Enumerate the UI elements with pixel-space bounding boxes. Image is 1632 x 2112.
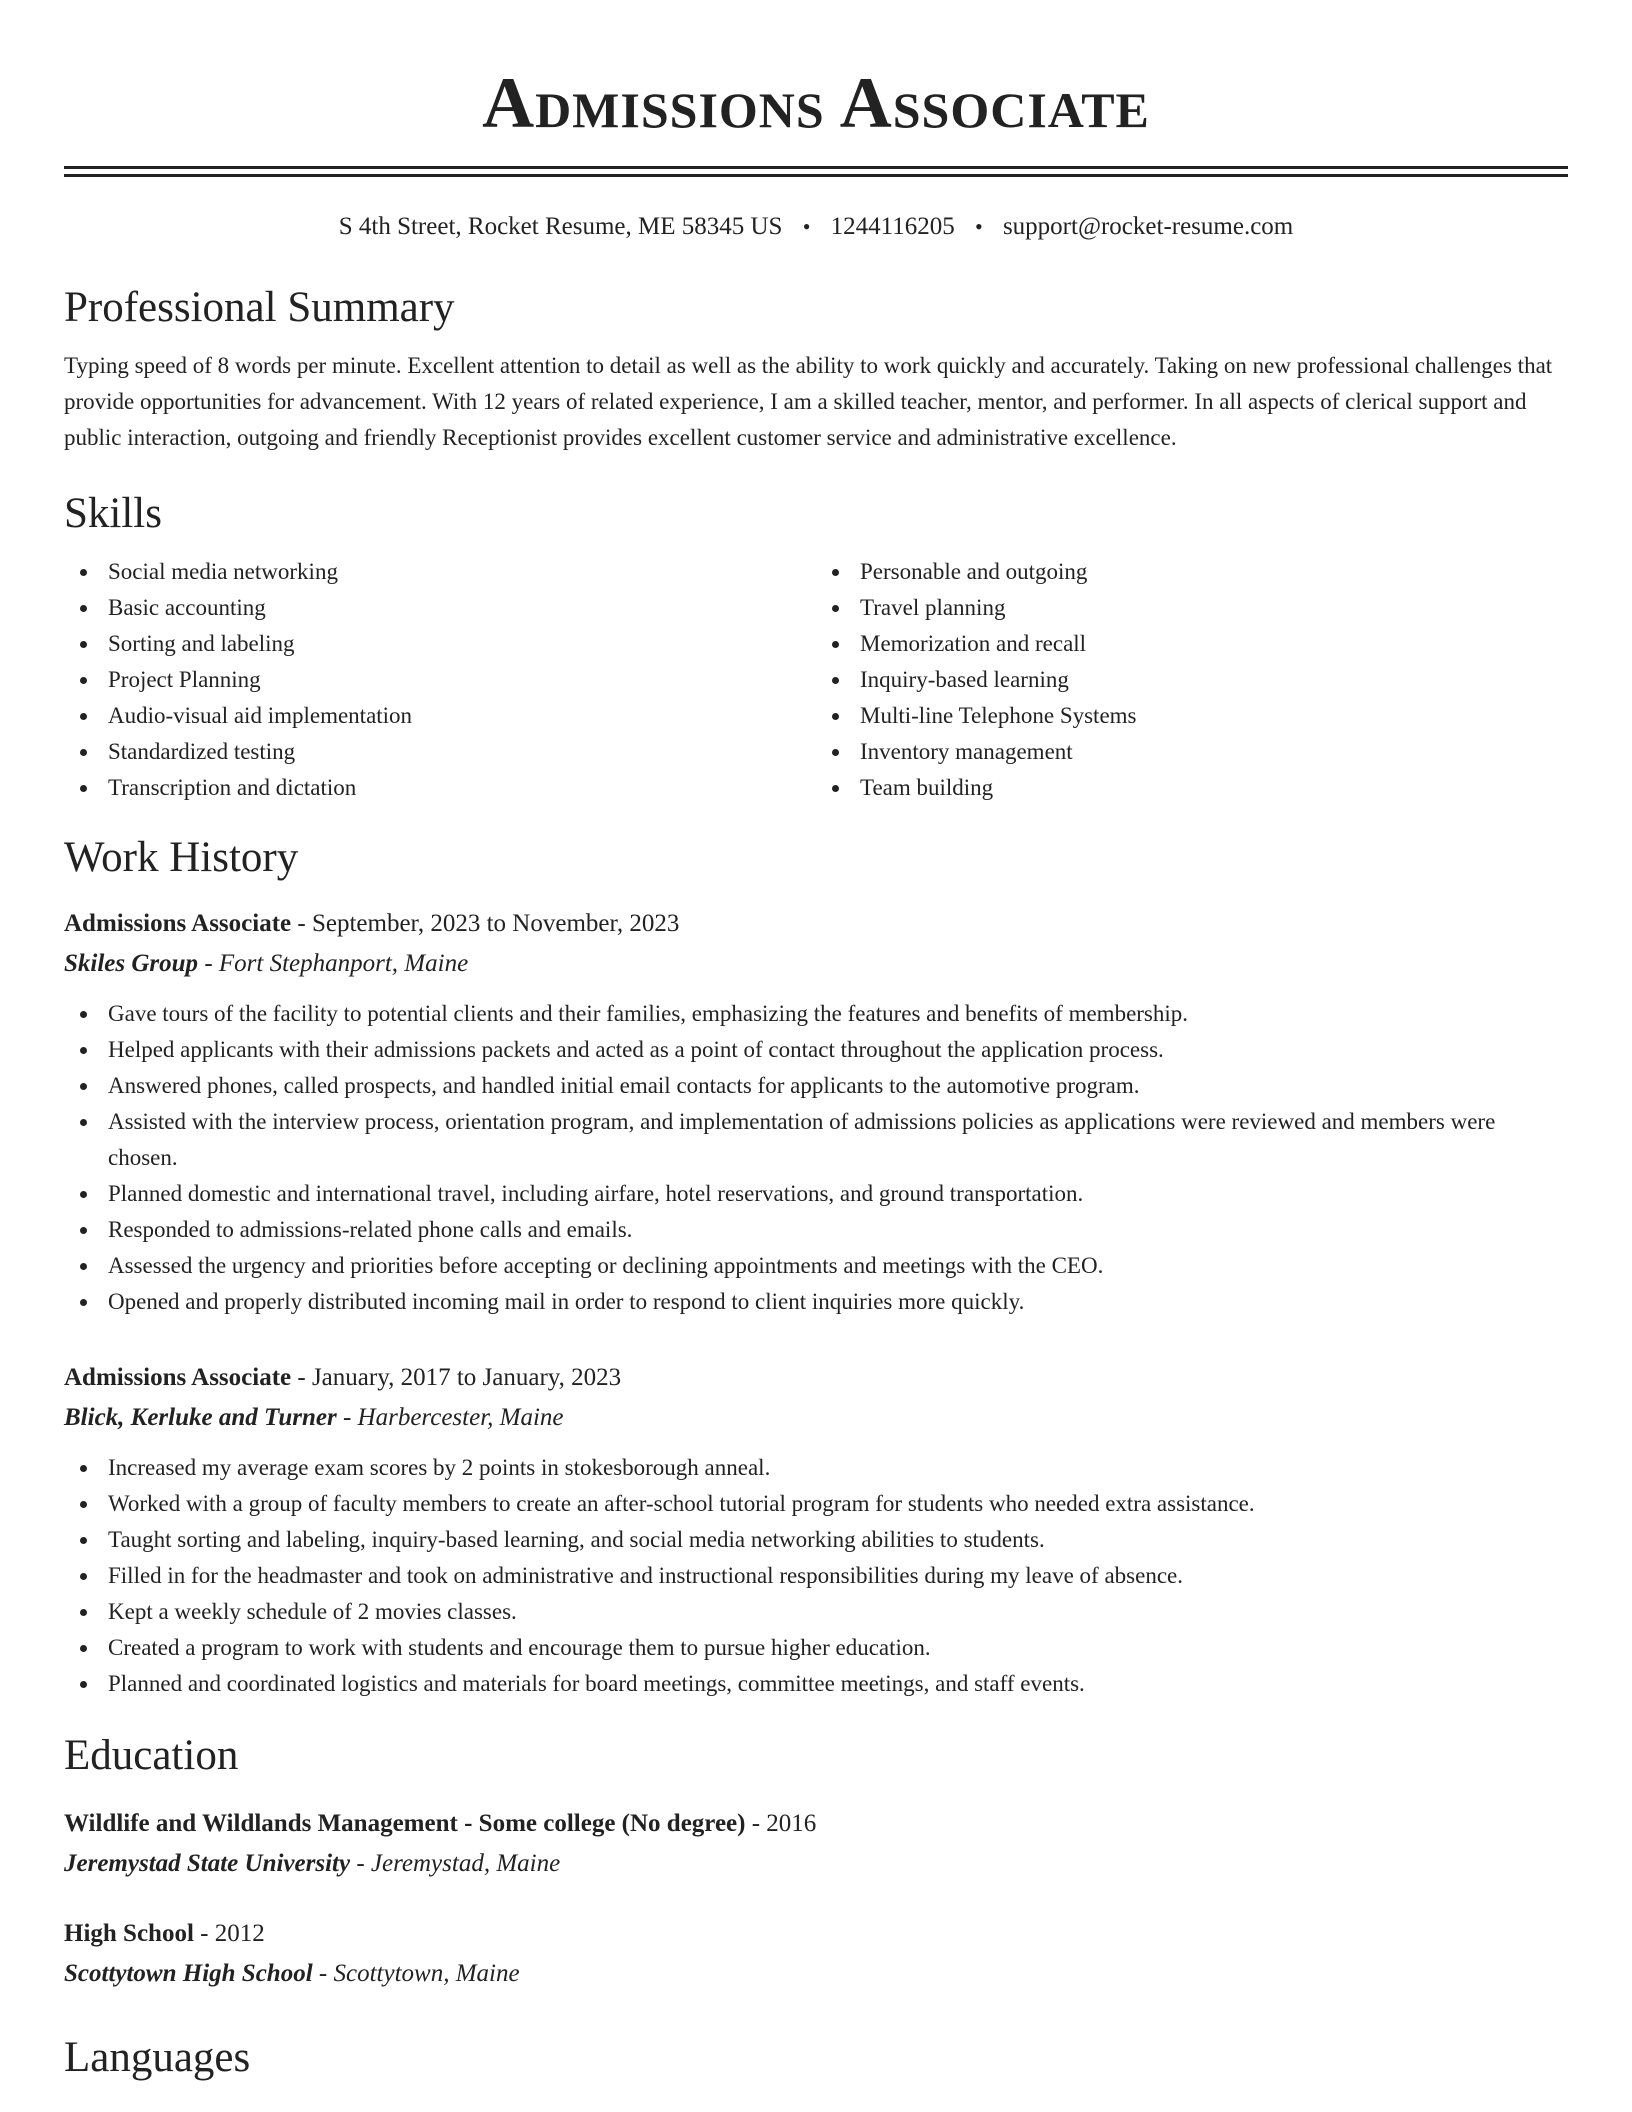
skill-item: Personable and outgoing (816, 554, 1568, 590)
job-location: - Fort Stephanport, Maine (198, 950, 469, 977)
job-duty: Created a program to work with students and encourage them to pursue higher education. (64, 1630, 1568, 1666)
resume-name: Admissions Associate (482, 63, 1150, 143)
skill-item: Sorting and labeling (64, 626, 816, 662)
header-rule-top (64, 166, 1568, 169)
job-duty: Filled in for the headmaster and took on administrative and instructional responsibilities during my leave of absence. (64, 1558, 1568, 1594)
education-heading: Education (64, 1732, 239, 1779)
job-duty: Answered phones, called prospects, and handled initial email contacts for applicants to the automotive program. (64, 1068, 1568, 1104)
skill-item: Memorization and recall (816, 626, 1568, 662)
skill-item: Team building (816, 770, 1568, 806)
education-degree-line (64, 1804, 1568, 1844)
summary-heading: Professional Summary (64, 284, 455, 331)
skill-item: Inquiry-based learning (816, 662, 1568, 698)
skill-item: Transcription and dictation (64, 770, 816, 806)
job-duties (64, 1450, 1568, 1702)
skill-item: Multi-line Telephone Systems (816, 698, 1568, 734)
skill-item: Project Planning (64, 662, 816, 698)
contact-phone: 1244116205 (830, 213, 955, 240)
education-location: - Scottytown, Maine (312, 1960, 520, 1987)
job-employer: Skiles Group (64, 950, 199, 977)
job-title-line (64, 904, 1568, 944)
job-duty: Planned and coordinated logistics and materials for board meetings, committee meetings, and staff events. (64, 1666, 1568, 1702)
work-history-heading: Work History (64, 834, 299, 881)
job-duties (64, 996, 1568, 1320)
job-duty: Kept a weekly schedule of 2 movies classes. (64, 1594, 1568, 1630)
job-duty: Responded to admissions-related phone calls and emails. (64, 1212, 1568, 1248)
education-entry (64, 1804, 1568, 1884)
job-role: Admissions Associate (64, 910, 292, 937)
skill-item: Standardized testing (64, 734, 816, 770)
header-rule-bottom (64, 174, 1568, 177)
contact-separator: • (802, 214, 811, 239)
education-school-line (64, 1844, 1568, 1884)
skills-column-left (64, 554, 816, 806)
job-employer: Blick, Kerluke and Turner (64, 1404, 337, 1431)
job-duty: Assisted with the interview process, orientation program, and implementation of admissions policies as applications were reviewed and members were chosen. (64, 1104, 1568, 1176)
education-school: Scottytown High School (64, 1960, 313, 1987)
job-role: Admissions Associate (64, 1364, 292, 1391)
job-duty: Worked with a group of faculty members to create an after-school tutorial program for students who needed extra assistance. (64, 1486, 1568, 1522)
job-dates: - September, 2023 to November, 2023 (291, 910, 680, 937)
languages-heading: Languages (64, 2034, 251, 2081)
education-degree-line (64, 1914, 1568, 1954)
skill-item: Basic accounting (64, 590, 816, 626)
education-year: - 2016 (745, 1810, 817, 1837)
skills-column-right (816, 554, 1568, 806)
job-duty: Taught sorting and labeling, inquiry-based learning, and social media networking abilities to students. (64, 1522, 1568, 1558)
education-degree: Wildlife and Wildlands Management - Some college (No degree) (64, 1810, 746, 1837)
summary-text: Typing speed of 8 words per minute. Excellent attention to detail as well as the ability to work quickly and accurately. Taking on new professional challenges that provide opportunities for advancement. With 12 years of related experience, I am a skilled teacher, mentor, and performer. In all aspects of clerical support and public interaction, outgoing and friendly Receptionist provides excellent customer service and administrative excellence. (64, 353, 1553, 450)
job-entry (64, 1358, 1568, 1702)
education-entry (64, 1914, 1568, 1994)
job-location: - Harbercester, Maine (336, 1404, 564, 1431)
education-school-line (64, 1954, 1568, 1994)
job-duty: Helped applicants with their admissions packets and acted as a point of contact throughout the application process. (64, 1032, 1568, 1068)
education-year: - 2012 (193, 1920, 265, 1947)
skills-heading: Skills (64, 490, 162, 537)
job-title-line (64, 1358, 1568, 1398)
skills-list (64, 554, 1568, 806)
job-duty: Assessed the urgency and priorities before accepting or declining appointments and meetings with the CEO. (64, 1248, 1568, 1284)
job-entry (64, 904, 1568, 1320)
job-employer-line (64, 944, 1568, 984)
contact-address: S 4th Street, Rocket Resume, ME 58345 US (338, 213, 783, 240)
education-school: Jeremystad State University (64, 1850, 351, 1877)
skill-item: Social media networking (64, 554, 816, 590)
job-duty: Increased my average exam scores by 2 points in stokesborough anneal. (64, 1450, 1568, 1486)
job-dates: - January, 2017 to January, 2023 (291, 1364, 622, 1391)
education-degree: High School (64, 1920, 194, 1947)
job-employer-line (64, 1398, 1568, 1438)
job-duty: Planned domestic and international travel, including airfare, hotel reservations, and ground transportation. (64, 1176, 1568, 1212)
contact-line (64, 210, 1568, 244)
job-duty: Gave tours of the facility to potential clients and their families, emphasizing the features and benefits of membership. (64, 996, 1568, 1032)
skill-item: Inventory management (816, 734, 1568, 770)
job-duty: Opened and properly distributed incoming mail in order to respond to client inquiries more quickly. (64, 1284, 1568, 1320)
education-location: - Jeremystad, Maine (350, 1850, 561, 1877)
contact-email: support@rocket-resume.com (1002, 213, 1294, 240)
skill-item: Travel planning (816, 590, 1568, 626)
skill-item: Audio-visual aid implementation (64, 698, 816, 734)
contact-separator: • (975, 214, 983, 239)
